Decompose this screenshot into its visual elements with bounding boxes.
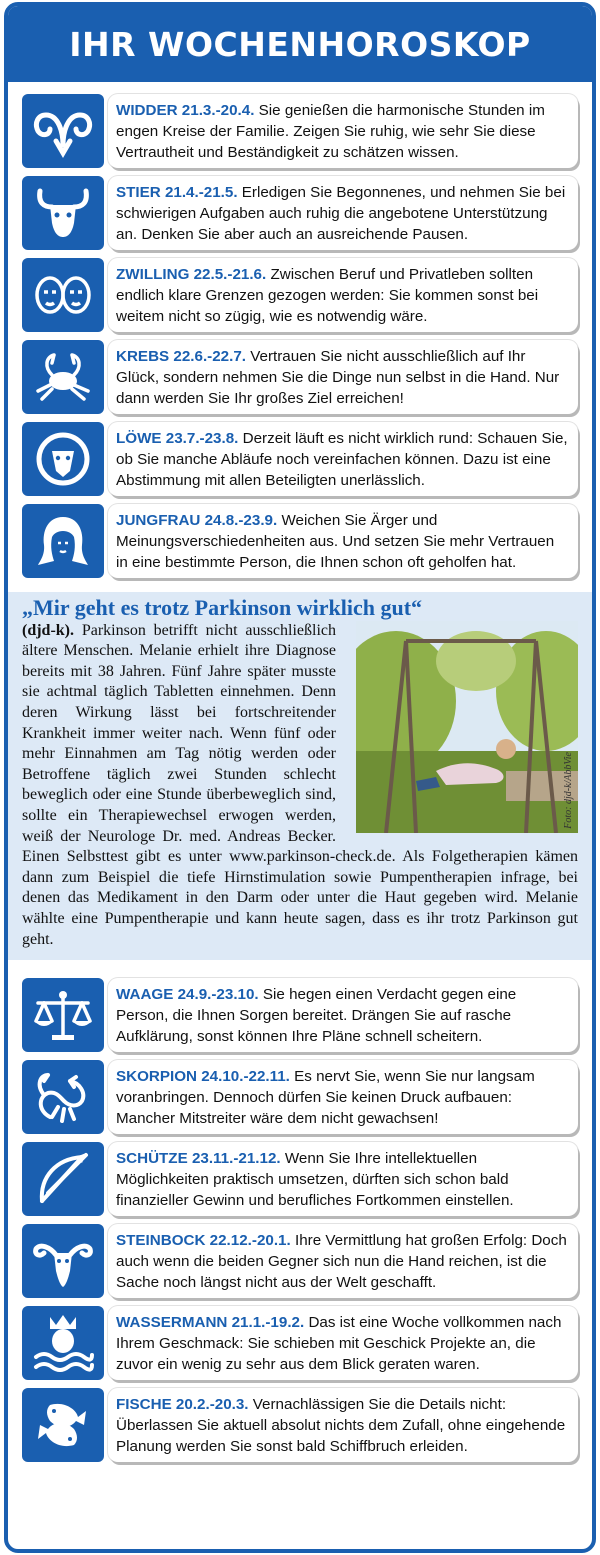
sign-heading: WIDDER 21.3.-20.4.	[116, 102, 255, 119]
horoscope-card	[108, 1142, 578, 1216]
sign-text: Es nervt Sie, wenn Sie nur langsam voranbringen. Dennoch dürfen Sie keinen Druck aufbauen: Mancher Mitstreiter wäre dem nicht gewachsen!	[116, 1068, 535, 1128]
article-box	[8, 592, 592, 960]
cancer-crab-icon	[22, 340, 104, 414]
sign-heading: FISCHE 20.2.-20.3.	[116, 1396, 249, 1414]
page-title: IHR WOCHENHOROSKOP	[69, 24, 531, 64]
horoscope-frame	[4, 2, 596, 1553]
gemini-twins-icon	[22, 258, 104, 332]
article-text: Parkinson betrifft nicht ausschließlich ältere Menschen. Melanie erhielt ihre Diagnose bereits mit 38 Jahren. Fünf Jahre später musste sie achtmal täglich Tabletten einnehmen. Denn deren Wirkung lässt bei fortschreitender Krankheit immer weiter nach. Wenn fünf oder mehr Einnahmen am Tag nötig werden oder Betroffene täglich zwei Stunden schlecht beweglich oder eine Stunde überbeweglich sind, sollte ein Therapiewechsel erwogen werden, weiß der Neurologe Dr. med. Andreas Becker. Einen Selbsttest gibt es unter www.parkinson-check.de. Als Folgetherapien kämen dann zum Beispiel die tiefe Hirnstimulation sowie Pumpentherapien infrage, bei denen das Medikament in den Darm oder unter die Haut gegeben wird. Melanie wählte eine Pumpentherapie und kann heute sagen, dass es ihr trotz Parkinson gut geht.	[22, 621, 578, 948]
horoscope-card	[108, 1224, 578, 1298]
horoscope-card	[108, 1306, 578, 1380]
sign-text: Vertrauen Sie nicht ausschließlich auf Ihr Glück, sondern nehmen Sie die Dinge nun selbst in die Hand. Nur dann werden Sie Ihr großes Ziel erreichen!	[116, 348, 560, 407]
horoscope-card	[108, 340, 578, 414]
scorpio-scorpion-icon	[22, 1060, 104, 1134]
aries-ram-icon	[22, 94, 104, 168]
horoscope-entry	[22, 422, 578, 496]
virgo-maiden-icon	[22, 504, 104, 578]
sign-heading: WAAGE 24.9.-23.10.	[116, 986, 259, 1004]
horoscope-entry	[22, 1060, 578, 1134]
article-photo	[356, 621, 578, 833]
libra-scales-icon	[22, 978, 104, 1052]
horoscope-entry	[22, 1224, 578, 1298]
sign-text: Sie genießen die harmonische Stunden im engen Kreise der Familie. Zeigen Sie ruhig, wie sehr Sie diese Vertrautheit und Beständigkeit zu schätzen wissen.	[116, 102, 545, 161]
horoscope-entry	[22, 1142, 578, 1216]
photo-credit: Foto: djd-k/AbbVie	[563, 751, 575, 829]
horoscope-entry	[22, 1306, 578, 1380]
sign-heading: STIER 21.4.-21.5.	[116, 184, 238, 201]
taurus-bull-icon	[22, 176, 104, 250]
sign-text: Vernachlässigen Sie die Details nicht: Überlassen Sie aktuell absolut nichts dem Zufall, ohne eingehende Planung werden Sie sonst bald Schiffbruch erleiden.	[116, 1396, 566, 1456]
sign-heading: ZWILLING 22.5.-21.6.	[116, 266, 267, 283]
horoscope-card	[108, 978, 578, 1052]
sign-heading: LÖWE 23.7.-23.8.	[116, 430, 239, 447]
sign-heading: STEINBOCK 22.12.-20.1.	[116, 1232, 291, 1250]
sign-text: Ihre Vermittlung hat großen Erfolg: Doch auch wenn die beiden Gegner sich nun die Hand reichen, ist die Sache noch längst nicht aus der Welt geschafft.	[116, 1232, 567, 1292]
horoscope-card	[108, 1060, 578, 1134]
horoscope-card	[108, 504, 578, 578]
sign-heading: SKORPION 24.10.-22.11.	[116, 1068, 290, 1086]
sign-text: Zwischen Beruf und Privatleben sollten endlich klare Grenzen gezogen werden: Sie kommen sonst bei weitem nicht so zügig, wie es notwendig wäre.	[116, 266, 539, 325]
header-bar	[8, 6, 592, 82]
article-lead: (djd-k).	[22, 621, 75, 639]
capricorn-ibex-icon	[22, 1224, 104, 1298]
horoscope-card	[108, 176, 578, 250]
leo-lion-icon	[22, 422, 104, 496]
sign-text: Erledigen Sie Begonnenes, und nehmen Sie bei schwierigen Aufgaben auch ruhig die angebotene Unterstützung an. Denken Sie aber auch an ausreichende Pausen.	[116, 184, 566, 243]
horoscope-entry	[22, 978, 578, 1052]
sign-text: Derzeit läuft es nicht wirklich rund: Schauen Sie, ob Sie manche Abläufe noch vereinfachen können. Dazu ist eine Abstimmung mit allen Beteiligten unerlässlich.	[116, 430, 568, 489]
article-title: „Mir geht es trotz Parkinson wirklich gut“	[22, 595, 423, 620]
horoscope-entry	[22, 1388, 578, 1462]
sign-text: Wenn Sie Ihre intellektuellen Möglichkeiten praktisch umsetzen, dürften sich schon bald finanzieller Gewinn und berufliches Fortkommen einstellen.	[116, 1150, 514, 1210]
pisces-fish-icon	[22, 1388, 104, 1462]
sign-text: Das ist eine Woche vollkommen nach Ihrem Geschmack: Sie schieben mit Geschick Projekte an, die zuvor ein wenig zu sehr aus dem Blick geraten waren.	[116, 1314, 562, 1374]
horoscope-entry	[22, 94, 578, 168]
horoscope-entry	[22, 504, 578, 578]
horoscope-card	[108, 422, 578, 496]
sagittarius-bow-icon	[22, 1142, 104, 1216]
sign-text: Sie hegen einen Verdacht gegen eine Person, die Ihnen Sorgen bereitet. Drängen Sie auf rasche Aufklärung, sonst können Ihre Pläne schnell scheitern.	[116, 986, 517, 1046]
horoscope-card	[108, 1388, 578, 1462]
horoscope-entry	[22, 258, 578, 332]
horoscope-card	[108, 94, 578, 168]
sign-heading: JUNGFRAU 24.8.-23.9.	[116, 512, 278, 529]
sign-text: Weichen Sie Ärger und Meinungsverschiedenheiten aus. Und setzen Sie mehr Vertrauen in eine bestimmte Person, die Ihnen schon oft geholfen hat.	[116, 512, 555, 571]
sign-heading: KREBS 22.6.-22.7.	[116, 348, 246, 365]
horoscope-entry	[22, 176, 578, 250]
signs-bottom-section	[8, 978, 592, 1462]
signs-top-section	[8, 82, 592, 578]
horoscope-card	[108, 258, 578, 332]
sign-heading: WASSERMANN 21.1.-19.2.	[116, 1314, 305, 1332]
horoscope-entry	[22, 340, 578, 414]
aquarius-king-icon	[22, 1306, 104, 1380]
sign-heading: SCHÜTZE 23.11.-21.12.	[116, 1150, 281, 1168]
article-photo-wrap	[342, 621, 578, 835]
